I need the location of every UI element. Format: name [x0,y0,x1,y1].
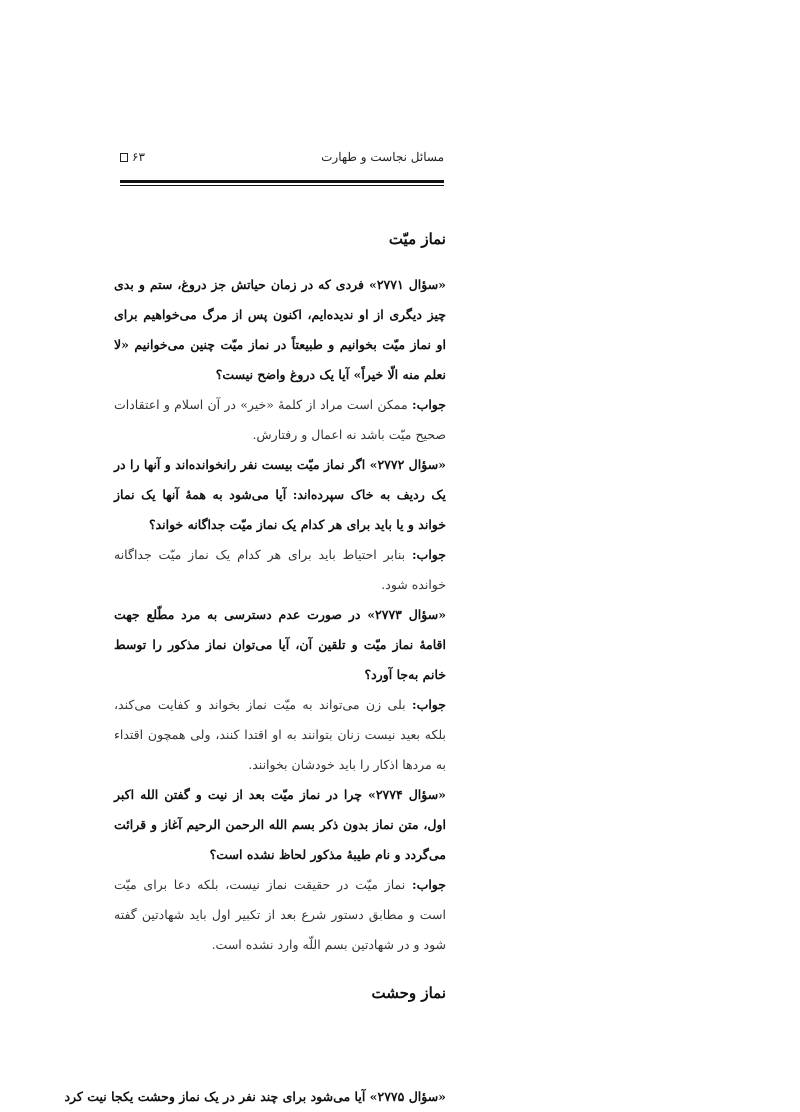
header-rule-thick [120,180,444,183]
answer-text: ممکن است مراد از کلمهٔ «خیر» در آن اسلام و اعتقادات صحیح میّت باشد نه اعمال و رفتارش. [114,397,446,442]
answer-text: بلی زن می‌تواند به میّت نماز بخواند و کفایت می‌کند، بلکه بعید نیست زنان بتوانند به او اقتدا کنند، ولی همچون اقتداء به مردها اذکار را باید خودشان بخوانند. [114,697,446,772]
question-text: «سؤال ۲۷۷۱» فردی که در زمان حیاتش جز دروغ، ستم و بدی چیز دیگری از او ندیده‌ایم، اکنون پس از مرگ می‌خواهیم برای او نماز میّت بخوانیم و طبیعتاً در نماز میّت چنین می‌خوانیم «لا نعلم منه الّا خیراً» آیا یک دروغ واضح نیست؟ [114,277,446,382]
question-text: «سؤال ۲۷۷۴» چرا در نماز میّت بعد از نیت و گفتن الله اکبر اول، متن نماز بدون ذکر بسم الله الرحمن الرحیم آغاز و قرائت می‌گردد و نام طیبهٔ مذکور لحاظ نشده است؟ [114,787,446,862]
answer-label: جواب: [411,877,446,892]
page-number-group [120,150,145,164]
cutoff-text-line: «سؤال ۲۷۷۵» آیا می‌شود برای چند نفر در یک نماز وحشت یکجا نیت کرد [64,1089,446,1104]
section-title: نماز میّت [388,230,446,248]
answer-text: نماز میّت در حقیقت نماز نیست، بلکه دعا برای میّت است و مطابق دستور شرع بعد از تکبیر اول باید شهادتین گفته شود و در شهادتین بسم اللّه وارد نشده است. [114,877,446,952]
answer-text: بنابر احتیاط باید برای هر کدام یک نماز میّت جداگانه خوانده شود. [114,547,446,592]
answer-paragraph [114,540,446,600]
question-paragraph [114,600,446,690]
question-paragraph [114,450,446,540]
question-paragraph [114,780,446,870]
answer-label: جواب: [411,697,446,712]
page-content [114,222,446,1024]
question-paragraph [114,270,446,390]
section-title: نماز وحشت [371,984,446,1002]
answer-paragraph [114,690,446,780]
answer-label: جواب: [411,547,446,562]
running-title: مسائل نجاست و طهارت [321,150,444,164]
answer-paragraph [114,870,446,960]
question-text: «سؤال ۲۷۷۳» در صورت عدم دسترسی به مرد مطّلع جهت اقامهٔ نماز میّت و تلقین آن، آیا می‌توان نماز مذکور را توسط خانم به‌جا آورد؟ [114,607,447,682]
answer-paragraph [114,390,446,450]
answer-label: جواب: [411,397,446,412]
square-bullet-icon [120,153,128,162]
page-number: ۶۳ [132,150,145,164]
header-rule-thin [120,185,444,186]
page-header [120,148,444,172]
question-text: «سؤال ۲۷۷۲» اگر نماز میّت بیست نفر رانخوانده‌اند و آنها را در یک ردیف به خاک سپرده‌اند: آیا می‌شود به همهٔ آنها یک نماز خواند و یا باید برای هر کدام یک نماز میّت جداگانه خواند؟ [114,457,446,532]
